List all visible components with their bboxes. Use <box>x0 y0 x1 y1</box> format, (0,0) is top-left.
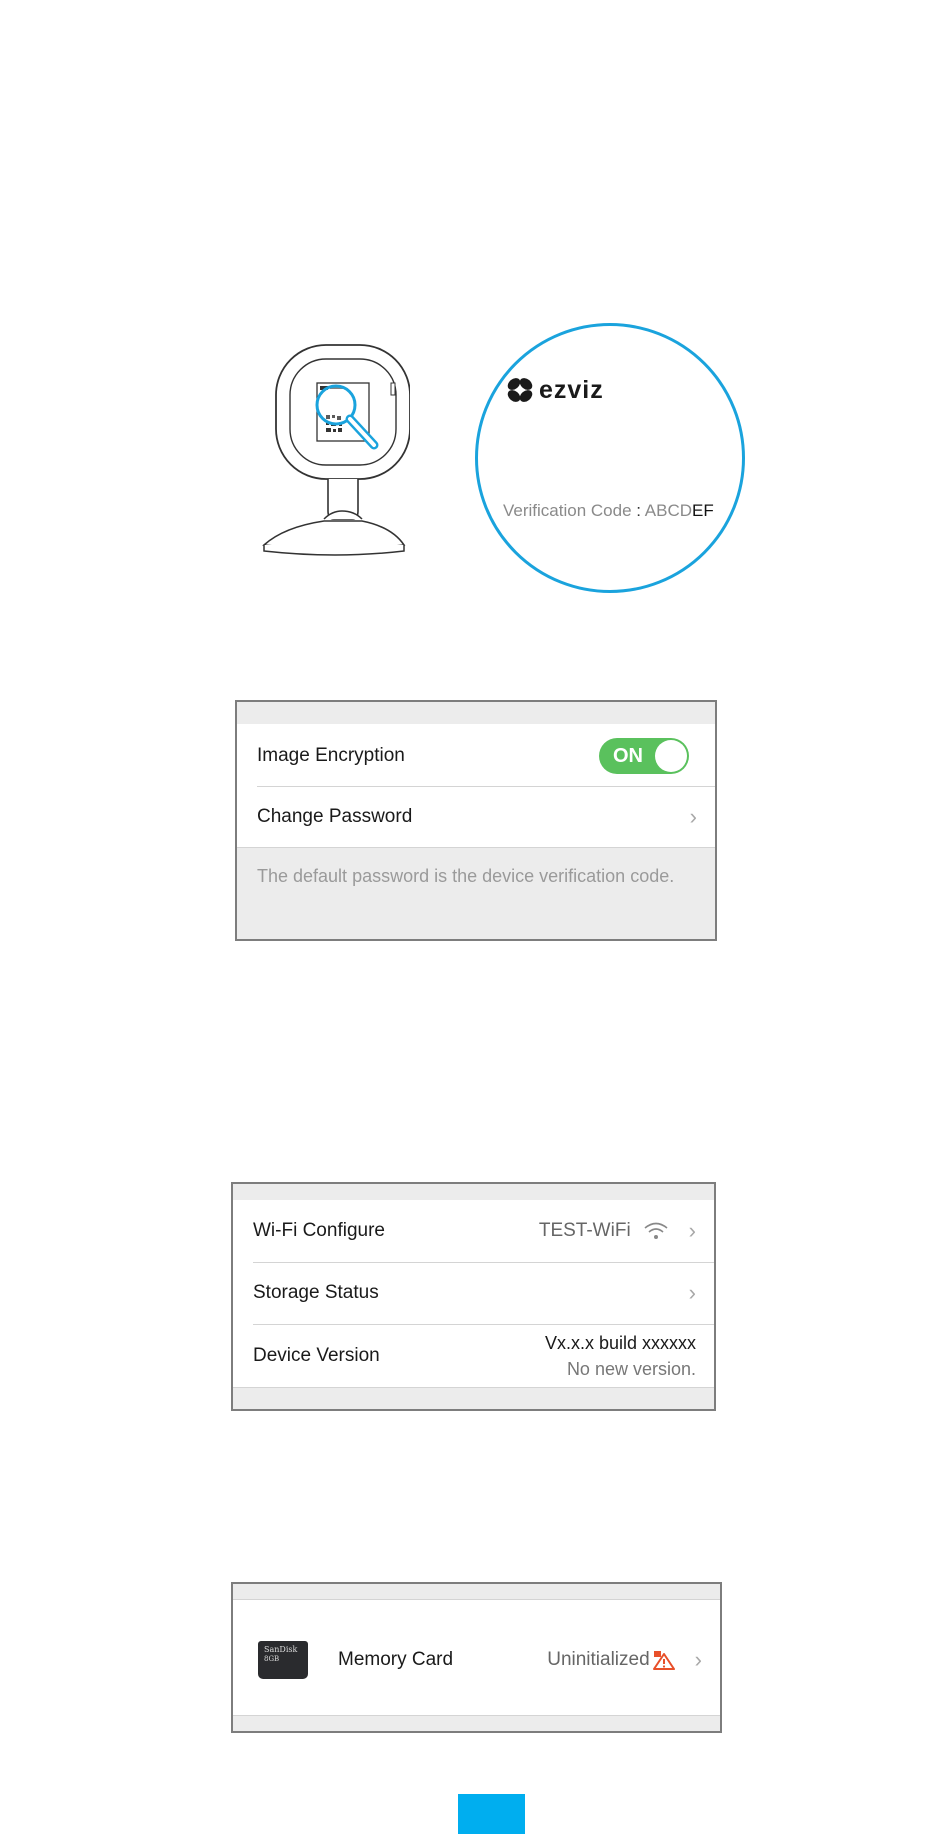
wifi-configure-label: Wi-Fi Configure <box>253 1220 385 1241</box>
accent-bar <box>458 1794 525 1834</box>
image-encryption-toggle[interactable] <box>599 738 689 774</box>
chevron-right-icon: › <box>688 1218 696 1243</box>
wifi-network-name: TEST-WiFi <box>538 1220 631 1241</box>
verification-code-tail: EF <box>692 501 714 520</box>
magnified-label-circle <box>475 323 745 593</box>
toggle-knob <box>655 740 687 772</box>
verification-separator: : <box>636 501 641 520</box>
panel-header-strip <box>233 1584 720 1600</box>
image-encryption-label: Image Encryption <box>257 745 405 766</box>
chevron-right-icon: › <box>688 1280 696 1305</box>
image-encryption-row <box>257 726 715 786</box>
camera-illustration <box>262 343 410 559</box>
device-version-info <box>545 1333 696 1380</box>
chevron-right-icon: › <box>689 804 697 829</box>
panel-header-strip <box>237 702 715 724</box>
storage-panel <box>231 1582 722 1733</box>
storage-status-value <box>669 1282 714 1304</box>
sd-card-brand: SanDisk <box>264 1645 298 1654</box>
change-password-value <box>670 806 715 828</box>
verification-label: Verification Code <box>503 501 632 520</box>
panel-footer-strip <box>233 1387 714 1409</box>
chevron-right-icon: › <box>694 1647 702 1672</box>
warning-icon <box>653 1650 675 1670</box>
toggle-label: ON <box>613 744 643 767</box>
memory-card-row[interactable] <box>258 1614 720 1706</box>
password-note-area <box>237 847 715 939</box>
wifi-icon <box>643 1221 669 1241</box>
ezviz-wordmark: ezviz <box>539 375 604 404</box>
memory-card-label: Memory Card <box>338 1649 454 1670</box>
ezviz-logo-icon <box>505 375 535 405</box>
storage-status-row[interactable] <box>253 1263 714 1323</box>
change-password-row[interactable] <box>257 787 715 847</box>
wifi-configure-row[interactable] <box>253 1201 714 1261</box>
change-password-label: Change Password <box>257 806 413 827</box>
security-settings-panel <box>235 700 717 941</box>
sd-card-capacity: 8GB <box>264 1655 280 1663</box>
password-note: The default password is the device verification code. <box>257 866 675 886</box>
verification-code-head: ABCD <box>644 501 693 520</box>
device-settings-panel <box>231 1182 716 1411</box>
magnifier-icon <box>312 381 392 457</box>
sd-card-icon <box>258 1641 308 1679</box>
device-version-label: Device Version <box>253 1345 380 1366</box>
panel-footer-strip <box>233 1715 720 1731</box>
device-version-status: No new version. <box>566 1358 696 1379</box>
storage-status-label: Storage Status <box>253 1282 379 1303</box>
device-version-row <box>253 1325 714 1387</box>
device-version-value: Vx.x.x build xxxxxx <box>544 1332 696 1353</box>
memory-card-status: Uninitialized <box>547 1649 650 1670</box>
panel-header-strip <box>233 1184 714 1200</box>
ezviz-logo <box>505 375 604 405</box>
verification-code-text <box>503 501 714 521</box>
wifi-configure-value <box>539 1220 714 1242</box>
memory-card-value <box>547 1649 720 1671</box>
